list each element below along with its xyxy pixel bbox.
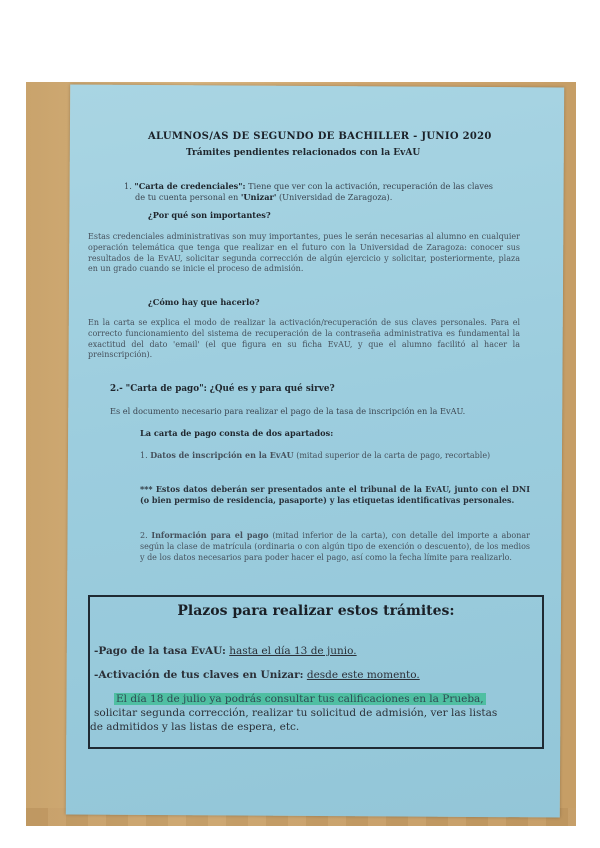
section1-line2 (135, 192, 392, 202)
box-line-5: de admitidos y las listas de espera, etc. (90, 721, 300, 733)
section1-text-b: de tu cuenta personal en (135, 192, 239, 202)
highlighted-line (114, 693, 486, 705)
section2-number: 2.- (110, 384, 123, 394)
unizar-label: 'Unizar' (240, 192, 277, 202)
section1-line1 (124, 181, 493, 191)
activation-label: -Activación de tus claves en Unizar: (94, 669, 304, 681)
deadline-activation-line (94, 669, 420, 681)
item2-number: 2. (140, 531, 148, 540)
paragraph-how: En la carta se explica el modo de realizar la activación/recuperación de sus claves personales. Para el correcto funcionamiento del sistema de recuperación de la contraseña administrativa es fundamental la exactitud del dato 'email' (el que figura en su ficha EvAU, y que el alumno facilitó al hacer la preinscripción). (88, 318, 520, 360)
section2-intro: Es el documento necesario para realizar el pago de la tasa de inscripción en la EvAU. (110, 406, 466, 416)
deadlines-title: Plazos para realizar estos trámites: (177, 603, 455, 619)
page-subtitle: Trámites pendientes relacionados con la EvAU (186, 148, 421, 158)
fee-deadline: hasta el día 13 de junio. (229, 645, 357, 657)
box-line-4: solicitar segunda corrección, realizar tu solicitud de admisión, ver las listas (94, 707, 498, 719)
activation-deadline: desde este momento. (306, 669, 420, 681)
item2-title: Información para el pago (151, 530, 269, 540)
section2-note: *** Estos datos deberán ser presentados ante el tribunal de la EvAU, junto con el DNI (o bien permiso de residencia, pasaporte) y las etiquetas identificativas personales. (140, 484, 530, 505)
section1-text-a: Tiene que ver con la activación, recuperación de las claves (248, 181, 494, 191)
page-title: ALUMNOS/AS DE SEGUNDO DE BACHILLER - JUNIO 2020 (148, 131, 492, 142)
question-how: ¿Cómo hay que hacerlo? (148, 297, 260, 307)
deadlines-box (88, 595, 544, 749)
section2-subheading: La carta de pago consta de dos apartados: (140, 428, 334, 438)
item2-text: (mitad inferior de la carta), con detalle del importe a abonar según la clase de matrícula (ordinaria o con algún tipo de exención o descuento), de los medios y de los datos necesarios para poder hacer el pago, así como la fecha límite para realizarlo. (140, 531, 530, 562)
section2-question: ¿Qué es y para qué sirve? (209, 384, 335, 394)
item1-text: (mitad superior de la carta de pago, recortable) (296, 451, 491, 460)
section2-label: "Carta de pago": (125, 384, 207, 394)
item1-number: 1. (140, 451, 148, 460)
section1-text-c: (Universidad de Zaragoza). (278, 192, 393, 202)
section1-number: 1. (124, 181, 132, 191)
section1-label: "Carta de credenciales": (134, 181, 246, 191)
section2-heading (110, 384, 335, 394)
question-importance: ¿Por qué son importantes? (148, 210, 271, 220)
section2-item1 (140, 450, 530, 462)
item1-title: Datos de inscripción en la EvAU (150, 450, 294, 460)
results-highlight: El día 18 de julio ya podrás consultar tus calificaciones en la Prueba, (116, 693, 484, 705)
section2-item2 (140, 530, 530, 563)
fee-label: -Pago de la tasa EvAU: (94, 645, 226, 657)
paragraph-importance: Estas credenciales administrativas son muy importantes, pues le serán necesarias al alumno en cualquier operación telemática que tenga que realizar en el futuro con la Universidad de Zaragoza: conocer sus resultados de la EvAU, solicitar segunda corrección de algún ejercicio y solicitar, posteriormente, plaza en un grado cuando se inicie el proceso de admisión. (88, 232, 520, 274)
deadline-fee-line (94, 645, 357, 657)
